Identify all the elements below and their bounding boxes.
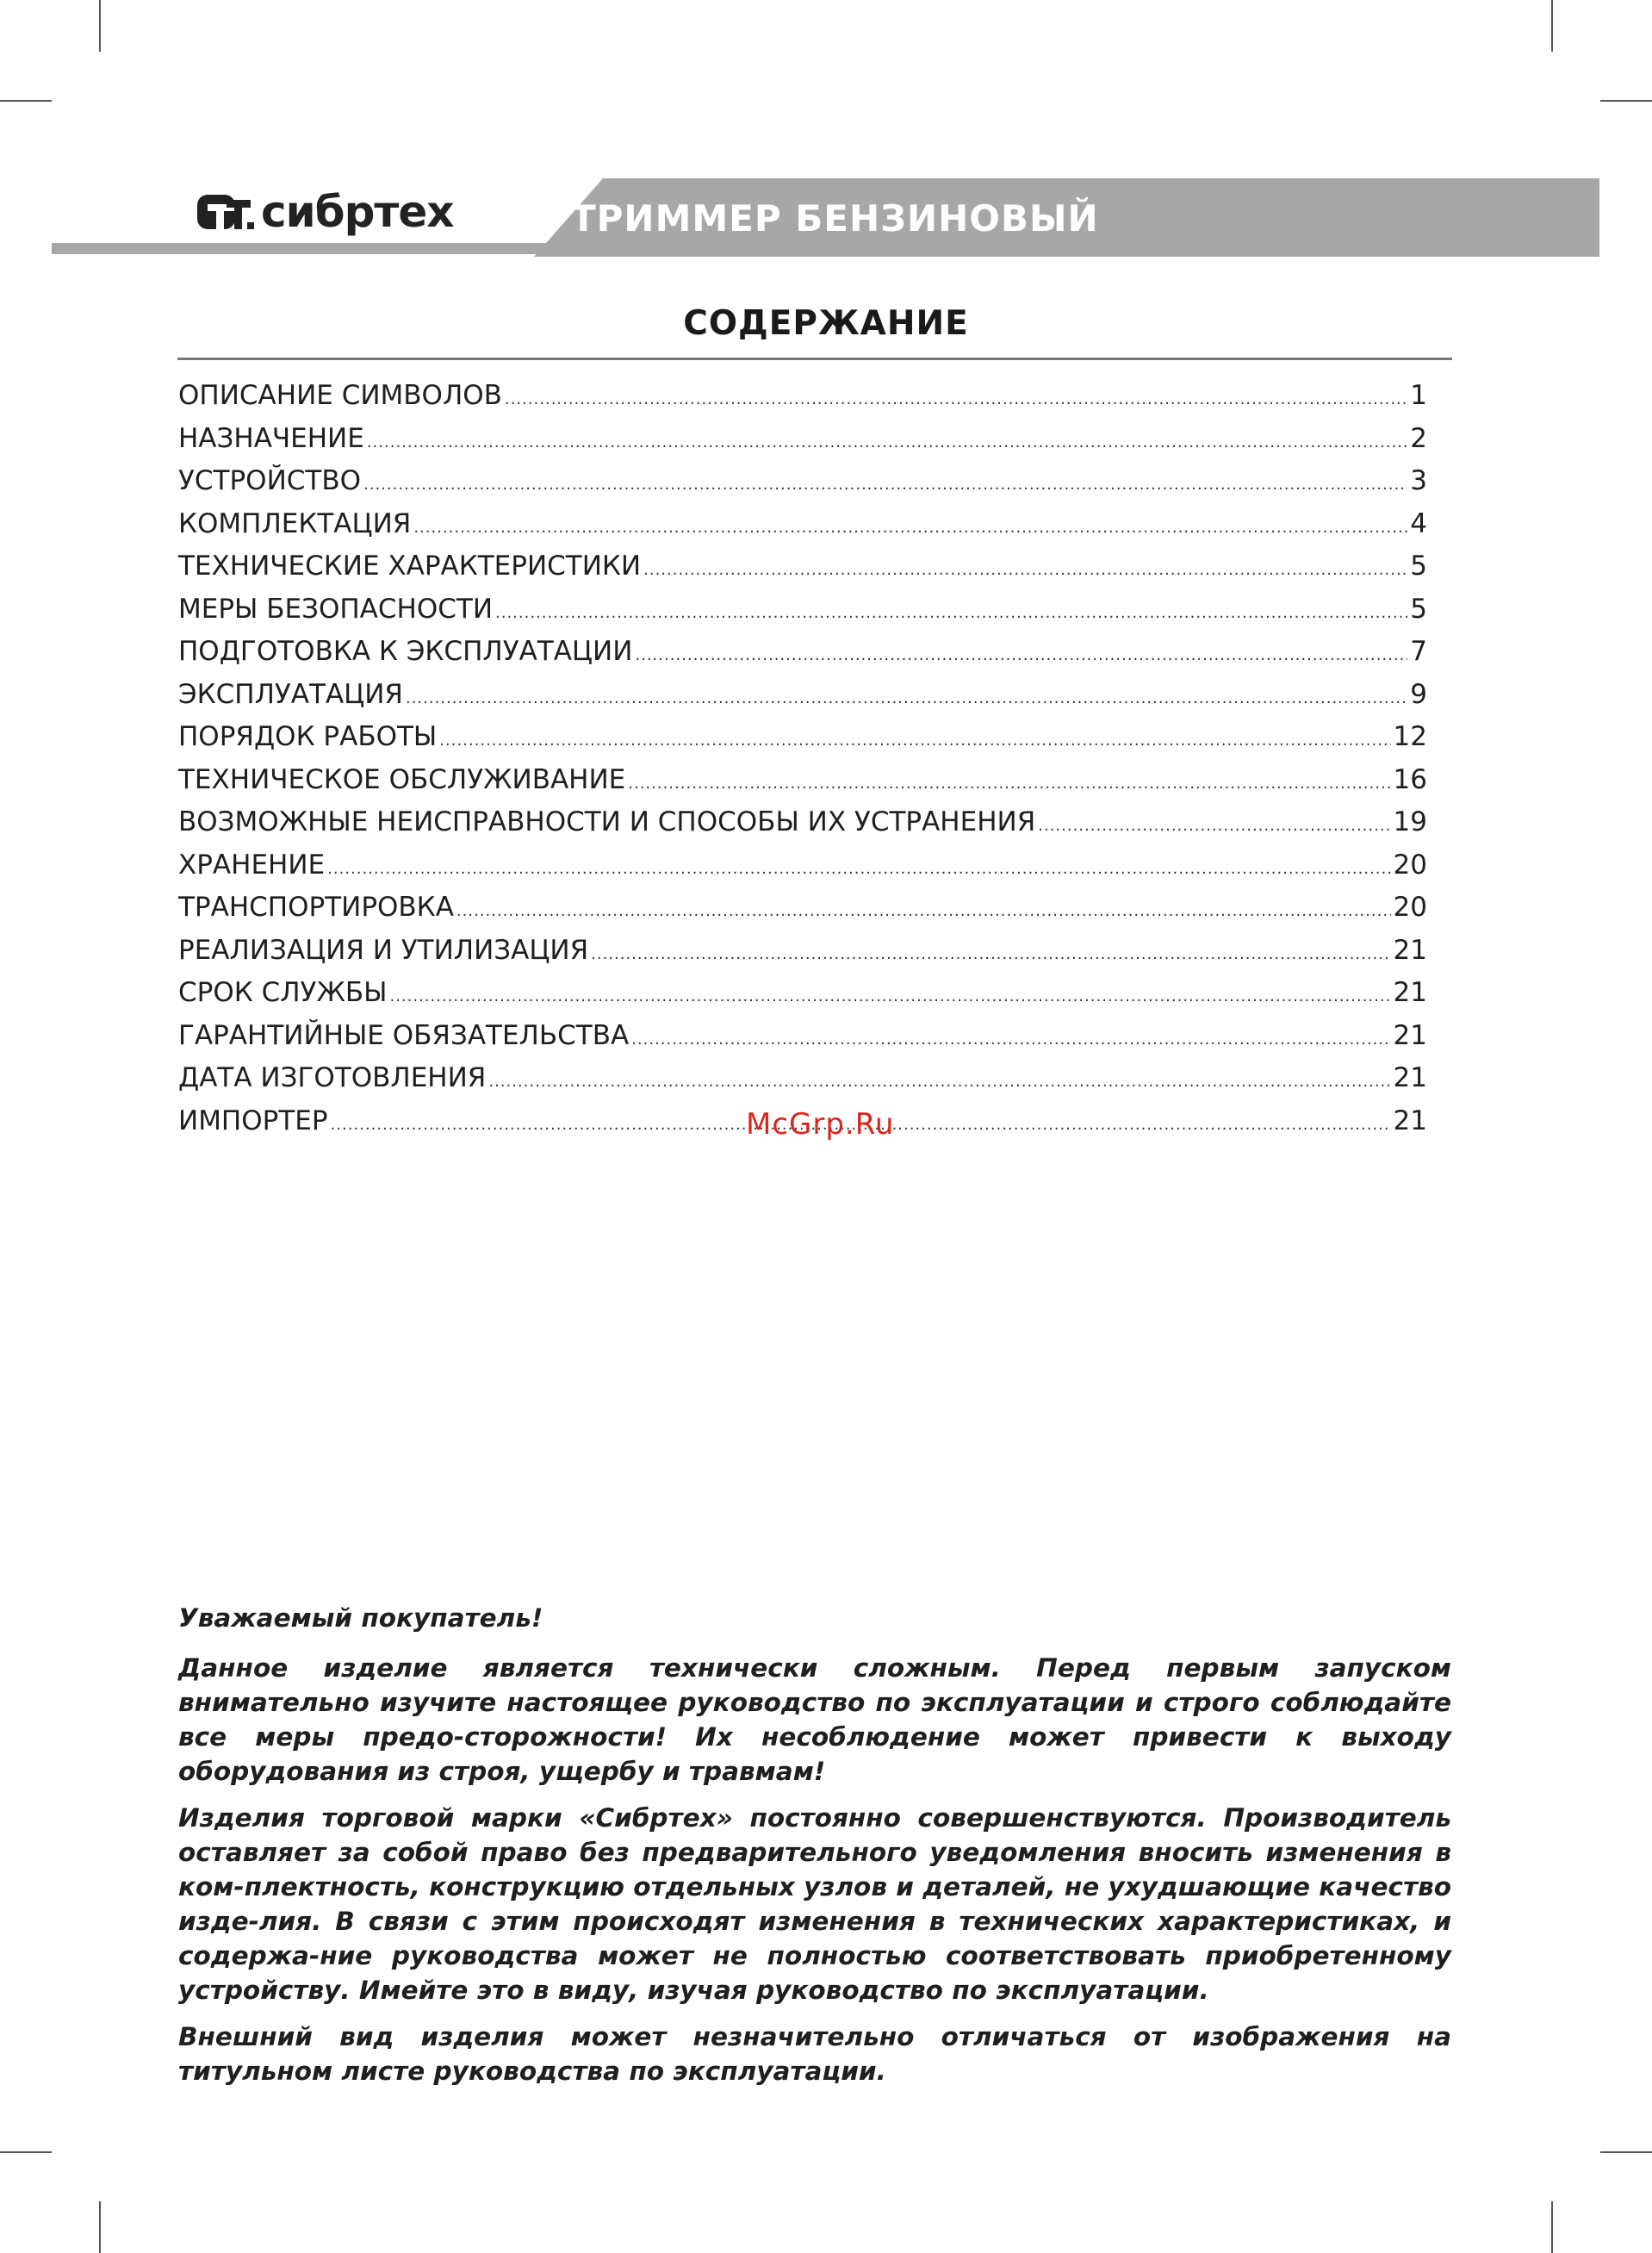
- toc-leader-dots: [635, 634, 1407, 677]
- toc-leader-dots: [456, 890, 1391, 933]
- toc-entry-page: 9: [1410, 678, 1427, 710]
- toc-leader-dots: [327, 848, 1390, 891]
- toc-entry[interactable]: [178, 631, 1427, 674]
- crop-mark: [1551, 0, 1553, 52]
- toc-entry-label: НАЗНАЧЕНИЕ: [178, 422, 364, 454]
- toc-leader-dots: [631, 1018, 1390, 1061]
- toc-leader-dots: [439, 719, 1390, 762]
- toc-entry[interactable]: [178, 375, 1427, 418]
- toc-leader-dots: [389, 975, 1390, 1018]
- crop-mark: [0, 100, 52, 102]
- toc-entry-label: ОПИСАНИЕ СИМВОЛОВ: [178, 380, 502, 411]
- toc-entry-label: СРОК СЛУЖБЫ: [178, 977, 388, 1008]
- toc-entry[interactable]: [178, 801, 1427, 844]
- toc-entry[interactable]: [178, 545, 1427, 588]
- toc-entry-label: ЭКСПЛУАТАЦИЯ: [178, 678, 403, 710]
- toc-entry[interactable]: [178, 930, 1427, 973]
- watermark: McGrp.Ru: [746, 1107, 895, 1142]
- toc-entry-label: КОМПЛЕКТАЦИЯ: [178, 507, 412, 539]
- toc-entry-label: РЕАЛИЗАЦИЯ И УТИЛИЗАЦИЯ: [178, 934, 589, 966]
- toc-entry-page: 20: [1393, 892, 1427, 923]
- toc-leader-dots: [495, 592, 1407, 635]
- toc-entry-label: ТЕХНИЧЕСКИЕ ХАРАКТЕРИСТИКИ: [178, 551, 642, 582]
- toc-entry-label: УСТРОЙСТВО: [178, 465, 362, 496]
- toc-leader-dots: [591, 933, 1390, 976]
- toc-entry[interactable]: [178, 418, 1427, 461]
- toc-heading: СОДЕРЖАНИЕ: [683, 304, 969, 343]
- toc-entry-page: 21: [1393, 1019, 1427, 1051]
- toc-entry-page: 21: [1393, 934, 1427, 966]
- toc-entry-label: ДАТА ИЗГОТОВЛЕНИЯ: [178, 1062, 487, 1093]
- toc-entry[interactable]: [178, 972, 1427, 1015]
- toc-entry[interactable]: [178, 844, 1427, 887]
- toc-entry-label: ВОЗМОЖНЫЕ НЕИСПРАВНОСТИ И СПОСОБЫ ИХ УСТРАНЕНИЯ: [178, 806, 1036, 837]
- toc-leader-dots: [406, 677, 1407, 720]
- toc-entry-page: 1: [1410, 380, 1427, 411]
- toc-leader-dots: [413, 507, 1407, 550]
- toc-entry-page: 21: [1393, 977, 1427, 1008]
- brand-logo: [196, 186, 454, 238]
- toc-entry-page: 7: [1410, 636, 1427, 667]
- toc-entry-page: 21: [1393, 1105, 1427, 1136]
- crop-mark: [1551, 2201, 1553, 2253]
- toc-entry[interactable]: [178, 503, 1427, 546]
- notice-paragraph: Данное изделие является технически сложным. Перед первым запуском внимательно изучите настоящее руководство по эксплуатации и строго соблюдайте все меры предо-сторожности! Их несоблюдение может привести к выходу оборудования из строя, ущербу и травмам!: [178, 1653, 1451, 1786]
- crop-mark: [0, 2151, 52, 2153]
- toc-entry-page: 21: [1393, 1062, 1427, 1093]
- toc-leader-dots: [1038, 805, 1390, 848]
- toc-entry[interactable]: [178, 588, 1427, 632]
- toc-entry[interactable]: [178, 1057, 1427, 1100]
- toc-leader-dots: [628, 762, 1390, 806]
- table-of-contents: [178, 375, 1427, 1142]
- toc-entry-label: ПОДГОТОВКА К ЭКСПЛУАТАЦИИ: [178, 636, 633, 667]
- toc-entry-label: ПОРЯДОК РАБОТЫ: [178, 721, 438, 752]
- toc-entry-page: 16: [1393, 763, 1427, 795]
- toc-entry-label: ИМПОРТЕР: [178, 1105, 328, 1136]
- toc-leader-dots: [643, 549, 1407, 592]
- toc-entry-page: 2: [1410, 422, 1427, 454]
- document-title: ТРИММЕР БЕНЗИНОВЫЙ: [571, 197, 1099, 240]
- toc-entry-label: ГАРАНТИЙНЫЕ ОБЯЗАТЕЛЬСТВА: [178, 1019, 630, 1051]
- crop-mark: [99, 0, 101, 52]
- crop-mark: [1600, 2151, 1652, 2153]
- toc-entry[interactable]: [178, 1015, 1427, 1058]
- toc-entry[interactable]: [178, 460, 1427, 503]
- notice-greeting: Уважаемый покупатель!: [178, 1603, 543, 1633]
- toc-entry[interactable]: [178, 887, 1427, 930]
- crop-mark: [1600, 100, 1652, 102]
- toc-leader-dots: [367, 421, 1407, 464]
- toc-entry-label: ТРАНСПОРТИРОВКА: [178, 892, 454, 923]
- toc-entry-label: МЕРЫ БЕЗОПАСНОСТИ: [178, 593, 494, 625]
- toc-entry-label: ХРАНЕНИЕ: [178, 849, 326, 881]
- notice-paragraph: Изделия торговой марки «Сибртех» постоянно совершенствуются. Производитель оставляет за собой право без предварительного уведомления вносить изменения в ком-плектность, конструкцию отдельных узлов и деталей, не ухудшающие качество изде-лия. В связи с этим происходят изменения в технических характеристиках, и содержа-ние руководства может не полностью соответствовать приобретенному устройству. Имейте это в виду, изучая руководство по эксплуатации.: [178, 1803, 1451, 2005]
- toc-entry-label: ТЕХНИЧЕСКОЕ ОБСЛУЖИВАНИЕ: [178, 763, 626, 795]
- toc-entry-page: 19: [1393, 806, 1427, 837]
- toc-divider: [177, 358, 1452, 360]
- toc-entry-page: 4: [1410, 507, 1427, 539]
- customer-notice: [178, 1601, 1451, 2101]
- toc-entry-page: 5: [1410, 551, 1427, 582]
- brand-logo-icon: [196, 190, 256, 234]
- toc-entry-page: 20: [1393, 849, 1427, 881]
- toc-leader-dots: [505, 378, 1407, 421]
- notice-paragraph: Внешний вид изделия может незначительно отличаться от изображения на титульном листе руководства по эксплуатации.: [178, 2022, 1451, 2086]
- toc-entry[interactable]: [178, 716, 1427, 759]
- brand-name: сибртех: [261, 187, 454, 237]
- toc-entry-page: 3: [1410, 465, 1427, 496]
- toc-entry-page: 12: [1393, 721, 1427, 752]
- toc-entry[interactable]: [178, 674, 1427, 717]
- toc-entry-page: 5: [1410, 593, 1427, 625]
- toc-leader-dots: [488, 1061, 1390, 1104]
- toc-leader-dots: [363, 464, 1407, 507]
- crop-mark: [99, 2201, 101, 2253]
- toc-entry[interactable]: [178, 759, 1427, 802]
